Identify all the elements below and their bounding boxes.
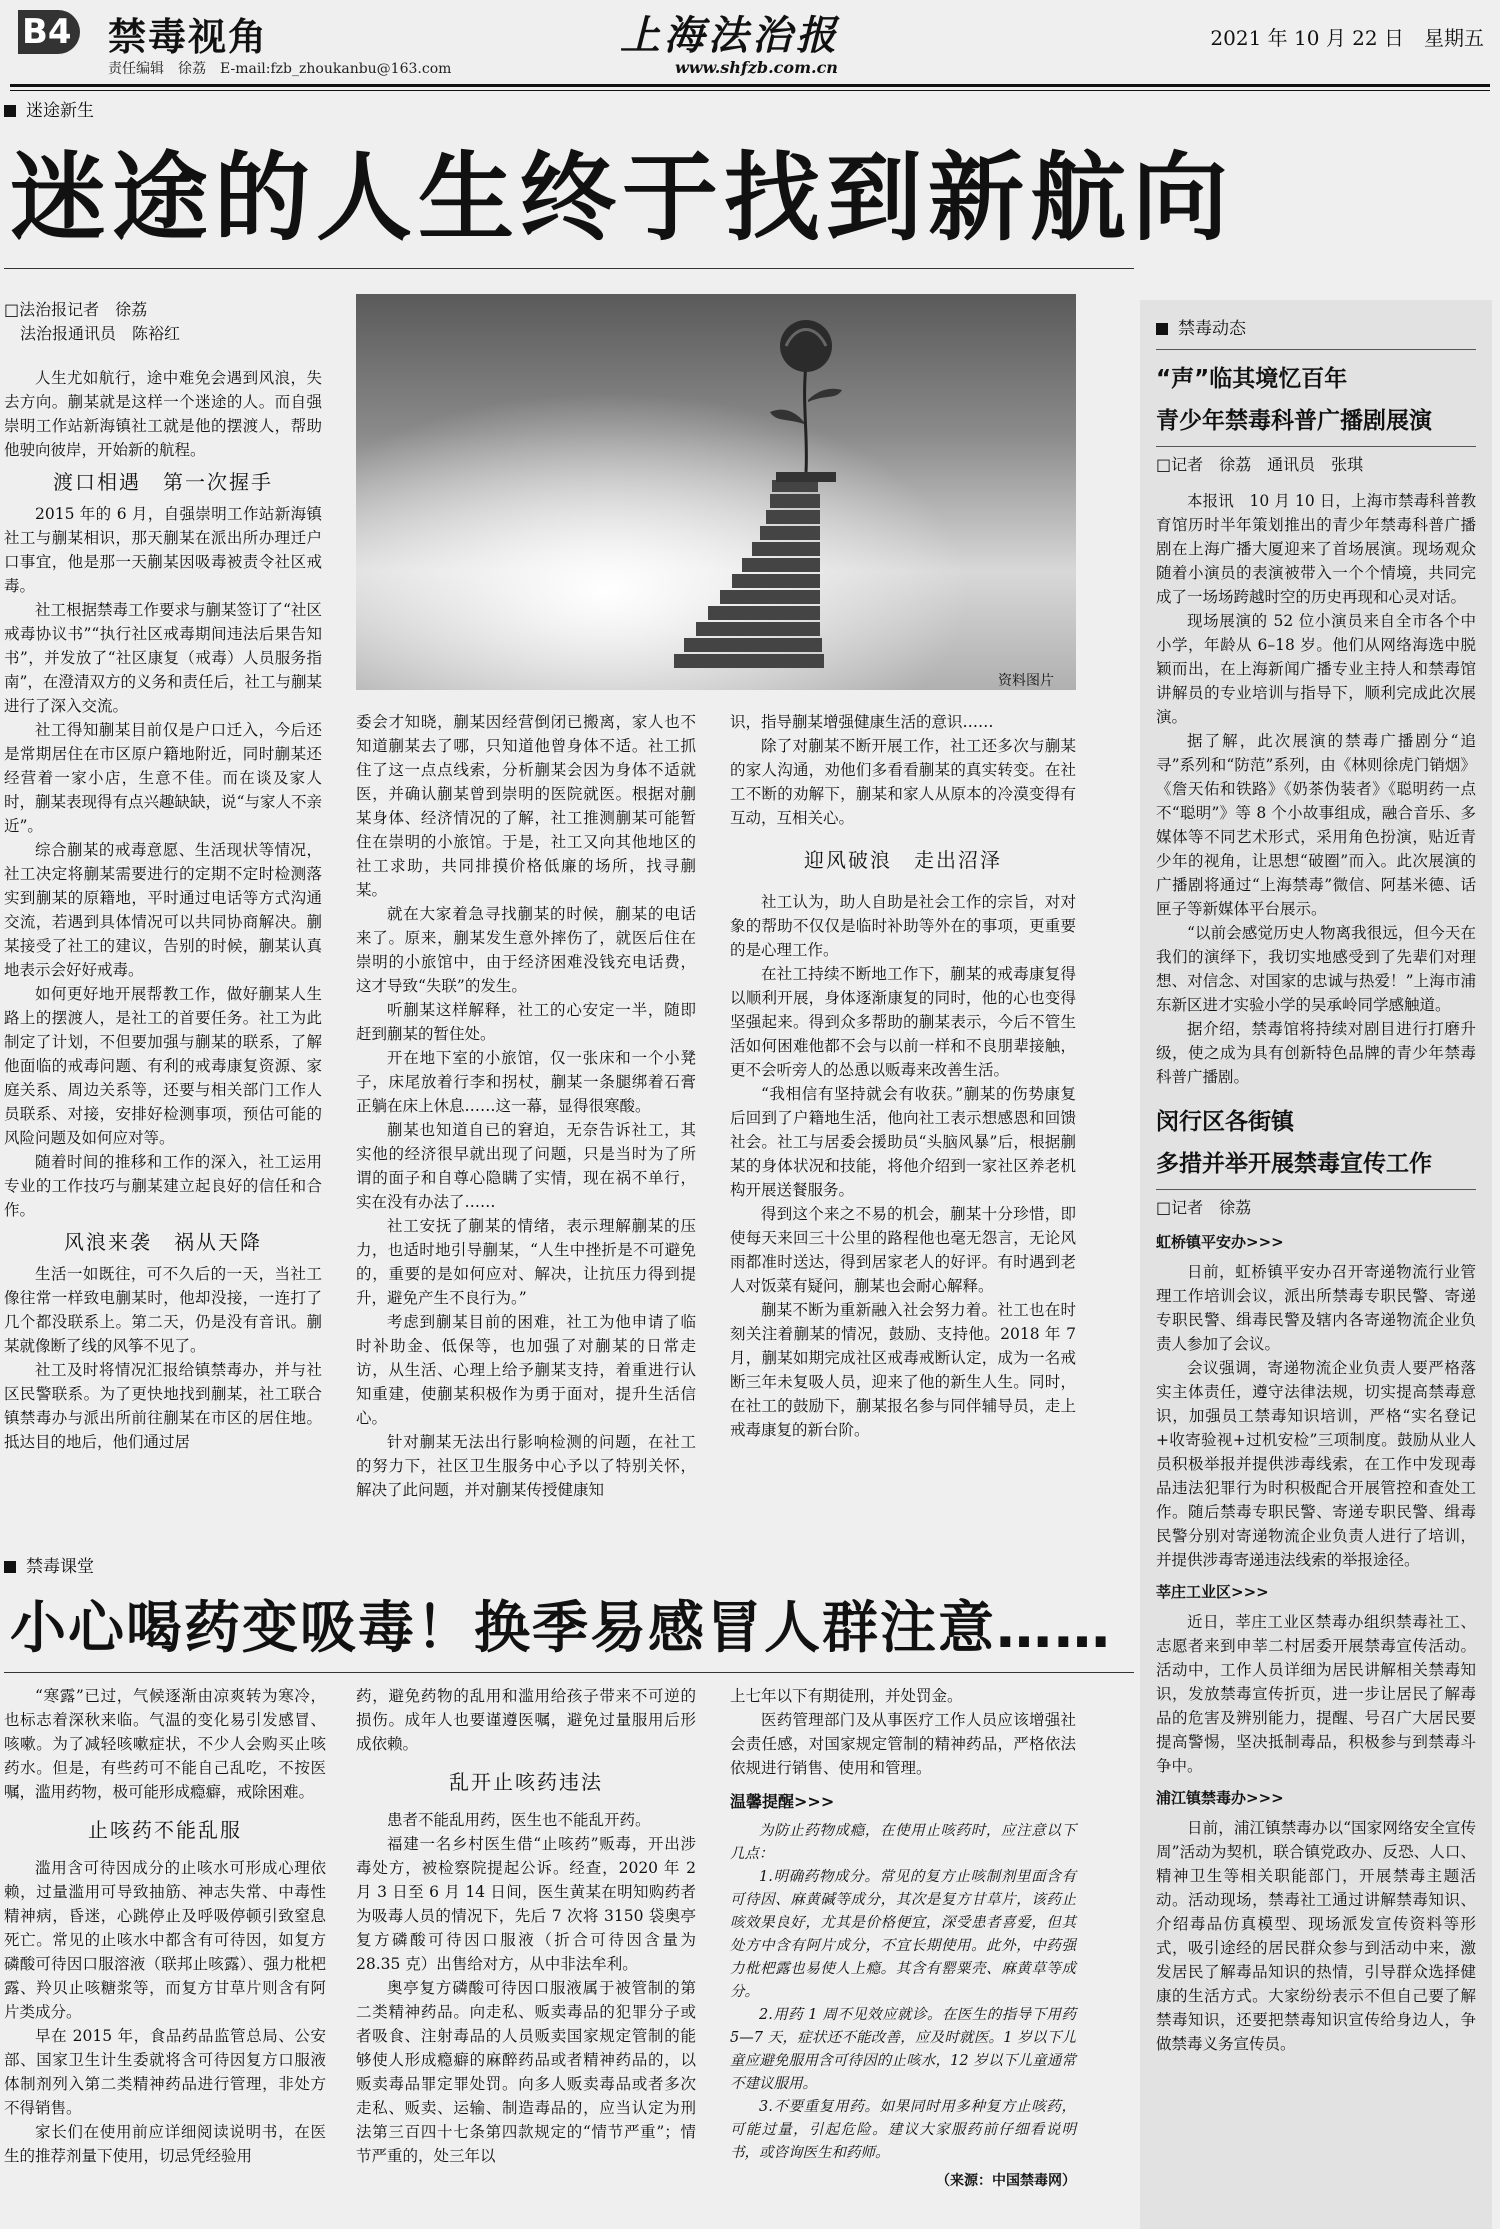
photo-illustration — [356, 294, 1076, 690]
news2-body: 虹桥镇平安办>>> 日前，虹桥镇平安办召开寄递物流行业管理工作培训会议，派出所禁毒专职民警、寄递专职民警、缉毒民警及辖内各寄递物流企业负责人参加了会议。 会议强调，寄递物流企业负责人要严格落实主体责任，遵守法律法规，切实提高禁毒意识，加强员工禁毒知识培训，严格“实名登记+收寄验视+过机安检”三项制度。鼓励从业人员积极举报并提供涉毒线索，在工作中发现毒品违法犯罪行为时积极配合开展管控和查处工作。随后禁毒专职民警、寄递专职民警、缉毒民警分别对寄递物流企业负责人进行了培训，并提供涉毒寄递违法线索的举报途径。 莘庄工业区>>> 近日，莘庄工业区禁毒办组织禁毒社工、志愿者来到申莘二村居委开展禁毒宣传活动。活动中，工作人员详细为居民讲解相关禁毒知识，发放禁毒宣传折页，进一步让居民了解毒品的危害及辨别能力，提醒、号召广大居民要提高警惕，坚决抵制毒品，积极参与到禁毒斗争中。 浦江镇禁毒办>>> 日前，浦江镇禁毒办以“国家网络安全宣传周”活动为契机，联合镇党政办、反恐、人口、精神卫生等相关职能部门，开展禁毒主题活动。活动现场，禁毒社工通过讲解禁毒知识、介绍毒品仿真模型、现场派发宣传资料等形式，吸引途经的居民群众参与到活动中来，激发居民了解毒品知识的热情，引导群众选择健康的生活方式。大家纷纷表示不但自己要了解禁毒知识，还要把禁毒知识宣传给身边人，争做禁毒义务宣传员。 — [1156, 1230, 1476, 2056]
article2-tag: 禁毒课堂 — [4, 1552, 94, 1577]
news2-title: 闵行区各街镇 多措并举开展禁毒宣传工作 — [1156, 1109, 1432, 1177]
section-title: 禁毒视角 — [108, 15, 269, 59]
article1-column-1: 人生尤如航行，途中难免会遇到风浪，失去方向。蒯某就是这样一个迷途的人。而自强崇明工作站新海镇社工就是他的摆渡人，帮助他驶向彼岸，开始新的航程。 渡口相遇 第一次握手 2015 年的 6 月，自强崇明工作站新海镇社工与蒯某相识，那天蒯某在派出所办理迁户口事宜，他是那一天蒯某因吸毒被责令社区戒毒。 社工根据禁毒工作要求与蒯某签订了“社区戒毒协议书”“执行社区戒毒期间违法后果告知书”，并发放了“社区康复（戒毒）人员服务指南”，在澄清双方的义务和责任后，社工与蒯某进行了深入交流。 社工得知蒯某目前仅是户口迁入，今后还是常期居住在市区原户籍地附近，同时蒯某还经营着一家小店，生意不佳。而在谈及家人时，蒯某表现得有点兴趣缺缺，说“与家人不亲近”。 综合蒯某的戒毒意愿、生活现状等情况，社工决定将蒯某需要进行的定期不定时检测落实到蒯某的原籍地，平时通过电话等方式沟通交流，若遇到具体情况可以共同协商解决。蒯某接受了社工的建议，告别的时候，蒯某认真地表示会好好戒毒。 如何更好地开展帮教工作，做好蒯某人生路上的摆渡人，是社工的首要任务。社工为此制定了计划，不但要加强与蒯某的联系，了解他面临的戒毒问题、有利的戒毒康复资源、家庭关系、周边关系等，还要与相关部门工作人员联系、对接，安排好检测事项，预估可能的风险问题及如何应对等。 随着时间的推移和工作的深入，社工运用专业的工作技巧与蒯某建立起良好的信任和合作。 风浪来袭 祸从天降 生活一如既往，可不久后的一天，当社工像往常一样致电蒯某时，他却没接，一连打了几个都没联系上。第二天，仍是没有音讯。蒯某就像断了线的风筝不见了。 社工及时将情况汇报给镇禁毒办，并与社区民警联系。为了更快地找到蒯某，社工联合镇禁毒办与派出所前往蒯某在市区的居住地。抵达目的地后，他们通过居 — [4, 366, 322, 1454]
issue-date: 2021 年 10 月 22 日 星期五 — [1210, 26, 1484, 50]
article1-headline: 迷途的人生终于找到新航向 — [10, 142, 1234, 254]
article2-column-2: 药，避免药物的乱用和滥用给孩子带来不可逆的损伤。成年人也要谨遵医嘱，避免过量服用后形成依赖。 乱开止咳药违法 患者不能乱用药，医生也不能乱开药。 福建一名乡村医生借“止咳药”贩毒，开出涉毒处方，被检察院提起公诉。经查，2020 年 2 月 3 日至 6 月 14 日间，医生黄某在明知购药者为吸毒人员的情况下，先后 7 次将 3150 袋奥亭复方磷酸可待因口服液（折合可待因含量为 28.35 克）出售给对方，从中非法牟利。 奥亭复方磷酸可待因口服液属于被管制的第二类精神药品。向走私、贩卖毒品的犯罪分子或者吸食、注射毒品的人员贩卖国家规定管制的能够使人形成瘾癖的麻醉药品或者精神药品的，以贩卖毒品罪定罪处罚。向多人贩卖毒品或者多次走私、贩卖、运输、制造毒品的，应当认定为刑法第三百四十七条第四款规定的“情节严重”；情节严重的，处三年以 — [356, 1687, 696, 2165]
sidebar-tag: 禁毒动态 — [1156, 314, 1476, 339]
newspaper-logo: 上海法治报 — [620, 12, 840, 59]
sidebar-rule — [1156, 349, 1476, 350]
news2-rule — [1156, 1189, 1476, 1190]
editor-line: 责任编辑 徐荔 E-mail:fzb_zhoukanbu@163.com — [108, 61, 452, 77]
article1-subhead-1: 渡口相遇 第一次握手 — [53, 470, 273, 494]
news1-rule — [1156, 446, 1476, 447]
article1-lead: 人生尤如航行，途中难免会遇到风浪，失去方向。蒯某就是这样一个迷途的人。而自强崇明工作站新海镇社工就是他的摆渡人，帮助他驶向彼岸，开始新的航程。 — [4, 369, 322, 459]
town2-label: 莘庄工业区>>> — [1156, 1583, 1269, 1601]
article2-column-3: 上七年以下有期徒刑，并处罚金。 医药管理部门及从事医疗工作人员应该增强社会责任感，对国家规定管制的精神药品，严格依法依规进行销售、使用和管理。 温馨提醒>>> 为防止药物成瘾，在使用止咳药时，应注意以下几点： 1.明确药物成分。常见的复方止咳制剂里面含有可待因、麻黄碱等成分，其次是复方甘草片，该药止咳效果良好，尤其是价格便宜，深受患者喜爱，但其处方中含有阿片成分，不宜长期使用。此外，中药强力枇杷露也易使人上瘾。其含有罂粟壳、麻黄草等成分。 2.用药 1 周不见效应就诊。在医生的指导下用药 5—7 天，症状还不能改善，应及时就医。1 岁以下儿童应避免服用含可待因的止咳水，12 岁以下儿童通常不建议服用。 3.不要重复用药。如果同时用多种复方止咳药，可能过量，引起危险。建议大家服药前仔细看说明书，或咨询医生和药师。 （来源：中国禁毒网） — [730, 1684, 1076, 2193]
sidebar-news — [1140, 300, 1492, 2229]
article2-headline: 小心喝药变吸毒！换季易感冒人群注意…… — [10, 1596, 1112, 1661]
article1-subhead-2: 风浪来袭 祸从天降 — [64, 1230, 262, 1254]
news1-title: “声”临其境忆百年 青少年禁毒科普广播剧展演 — [1156, 366, 1432, 434]
news1-body: 本报讯 10 月 10 日，上海市禁毒科普教育馆历时半年策划推出的青少年禁毒科普广播剧在上海广播大厦迎来了首场展演。现场观众随着小演员的表演被带入一个个情境，共同完成了一场场跨越时空的历史再现和心灵对话。 现场展演的 52 位小演员来自全市各个中小学，年龄从 6–18 岁。他们从网络海选中脱颖而出，在上海新闻广播专业主持人和禁毒馆讲解员的专业培训与指导下，顺利完成此次展演。 据了解，此次展演的禁毒广播剧分“追寻”系列和“防范”系列，由《林则徐虎门销烟》《詹天佑和铁路》《奶茶伪装者》《聪明药一点不“聪明”》等 8 个小故事组成，融合音乐、多媒体等不同艺术形式，采用角色扮演，贴近青少年的视角，让思想“破圈”而入。此次展演的广播剧将通过“上海禁毒”微信、阿基米德、话匣子等新媒体平台展示。 “以前会感觉历史人物离我很远，但今天在我们的演绎下，我切实地感受到了先辈们对理想、对信念、对国家的忠诚与热爱！”上海市浦东新区进才实验小学的吴承岭同学感触道。 据介绍，禁毒馆将持续对剧目进行打磨升级，使之成为具有创新特色品牌的青少年禁毒科普广播剧。 — [1156, 492, 1476, 1086]
news1-byline: □记者 徐荔 通讯员 张琪 — [1156, 455, 1364, 474]
photo-caption: 资料图片 — [998, 673, 1054, 689]
article1-column-3: 识，指导蒯某增强健康生活的意识…… 除了对蒯某不断开展工作，社工还多次与蒯某的家人沟通，劝他们多看看蒯某的真实转变。在社工不断的劝解下，蒯某和家人从原本的冷漠变得有互动，互相关心。 迎风破浪 走出沼泽 社工认为，助人自助是社会工作的宗旨，对对象的帮助不仅仅是临时补助等外在的事项，更重要的是心理工作。 在社工持续不断地工作下，蒯某的戒毒康复得以顺利开展，身体逐渐康复的同时，他的心也变得坚强起来。得到众多帮助的蒯某表示，今后不管生活如何困难他都不会与以前一样和不良朋辈接触，更不会听旁人的怂恿以贩毒来改善生活。 “我相信有坚持就会有收获。”蒯某的伤势康复后回到了户籍地生活，他向社工表示想感恩和回馈社会。社工与居委会援助员“头脑风暴”后，根据蒯某的身体状况和技能，将他介绍到一家社区养老机构开展送餐服务。 得到这个来之不易的机会，蒯某十分珍惜，即使每天来回三十公里的路程他也毫无怨言，无论风雨都准时送达，得到居家老人的好评。有时遇到老人对饭菜有疑问，蒯某也会耐心解释。 蒯某不断为重新融入社会努力着。社工也在时刻关注着蒯某的情况，鼓励、支持他。2018 年 7 月，蒯某如期完成社区戒毒戒断认定，成为一名戒断三年未复吸人员，迎来了他的新生人生。同时，在社工的鼓励下，蒯某报名参与同伴辅导员，走上戒毒康复的新台阶。 — [730, 713, 1076, 1439]
newspaper-url[interactable]: www.shfzb.com.cn — [675, 58, 838, 77]
article1-byline: □法治报记者 徐荔 法治报通讯员 陈裕红 — [4, 300, 181, 343]
headline-divider — [4, 268, 1134, 269]
square-bullet-icon — [4, 105, 16, 117]
article2-subhead-1: 止咳药不能乱服 — [88, 1818, 242, 1842]
town3-label: 浦江镇禁毒办>>> — [1156, 1789, 1284, 1807]
page-number-badge: B4 — [18, 10, 80, 54]
article2-column-1: “寒露”已过，气候逐渐由凉爽转为寒冷，也标志着深秋来临。气温的变化易引发感冒、咳嗽。为了减轻咳嗽症状，不少人会购买止咳药水。但是，有些药可不能自己乱吃，不按医嘱，滥用药物，极可能形成瘾癖，戒除困难。 止咳药不能乱服 滥用含可待因成分的止咳水可形成心理依赖，过量滥用可导致抽筋、神志失常、中毒性精神病，昏迷，心跳停止及呼吸停顿引致窒息死亡。常见的止咳水中都含有可待因，如复方磷酸可待因口服溶液（联邦止咳露）、强力枇杷露、羚贝止咳糖浆等，而复方甘草片则含有阿片类成分。 早在 2015 年，食品药品监管总局、公安部、国家卫生计生委就将含可待因复方口服液体制剂列入第二类精神药品进行管理，非处方不得销售。 家长们在使用前应详细阅读说明书，在医生的推荐剂量下使用，切忌凭经验用 — [4, 1687, 326, 2165]
news2-byline: □记者 徐荔 — [1156, 1198, 1252, 1217]
masthead-rule-thin — [10, 90, 1490, 91]
article1-tag: 迷途新生 — [4, 96, 94, 121]
article2-subhead-2: 乱开止咳药违法 — [449, 1770, 603, 1794]
article1-column-2: 委会才知晓，蒯某因经营倒闭已搬离，家人也不知道蒯某去了哪，只知道他曾身体不适。社工抓住了这一点点线索，分析蒯某会因为身体不适就医，并确认蒯某曾到崇明的医院就医。根据对蒯某身体、经济情况的了解，社工推测蒯某可能暂住在崇明的小旅馆。于是，社工又向其他地区的社工求助，共同排摸价格低廉的场所，找寻蒯某。 就在大家着急寻找蒯某的时候，蒯某的电话来了。原来，蒯某发生意外摔伤了，就医后住在崇明的小旅馆中，由于经济困难没钱充电话费，这才导致“失联”的发生。 听蒯某这样解释，社工的心安定一半，随即赶到蒯某的暂住处。 开在地下室的小旅馆，仅一张床和一个小凳子，床尾放着行李和拐杖，蒯某一条腿绑着石膏正躺在床上休息……这一幕，显得很寒酸。 蒯某也知道自已的窘迫，无奈告诉社工，其实他的经济很早就出现了问题，只是当时为了所谓的面子和自尊心隐瞒了实情，现在祸不单行，实在没有办法了…… 社工安抚了蒯某的情绪，表示理解蒯某的压力，也适时地引导蒯某，“人生中挫折是不可避免的，重要的是如何应对、解决，让抗压力得到提升，避免产生不良行为。” 考虑到蒯某目前的困难，社工为他申请了临时补助金、低保等，也加强了对蒯某的日常走访，从生活、心理上给予蒯某支持，着重进行认知重建，使蒯某积极作为勇于面对，提升生活信心。 针对蒯某无法出行影响检测的问题，在社工的努力下，社区卫生服务中心予以了特别关怀，解决了此问题，并对蒯某传授健康知 — [356, 713, 696, 1499]
masthead-rule — [10, 84, 1490, 87]
article-photo-rose-staircase — [356, 294, 1076, 690]
article1-subhead-3: 迎风破浪 走出沼泽 — [804, 848, 1002, 872]
article2-source: （来源：中国禁毒网） — [936, 2173, 1076, 2189]
tips-box: 为防止药物成瘾，在使用止咳药时，应注意以下几点： 1.明确药物成分。常见的复方止咳制剂里面含有可待因、麻黄碱等成分，其次是复方甘草片，该药止咳效果良好，尤其是价格便宜，深受患者喜爱，但其处方中含有阿片成分，不宜长期使用。此外，中药强力枇杷露也易使人上瘾。其含有罂粟壳、麻黄草等成分。 2.用药 1 周不见效应就诊。在医生的指导下用药 5—7 天，症状还不能改善，应及时就医。1 岁以下儿童应避免服用含可待因的止咳水，12 岁以下儿童通常不建议服用。 3.不要重复用药。如果同时用多种复方止咳药，可能过量，引起危险。建议大家服药前仔细看说明书，或咨询医生和药师。 — [730, 1823, 1076, 2161]
town1-label: 虹桥镇平安办>>> — [1156, 1233, 1284, 1251]
headline2-divider — [4, 1672, 1134, 1673]
square-bullet-icon — [1156, 323, 1168, 335]
tips-title: 温馨提醒>>> — [730, 1792, 835, 1811]
square-bullet-icon — [4, 1561, 16, 1573]
